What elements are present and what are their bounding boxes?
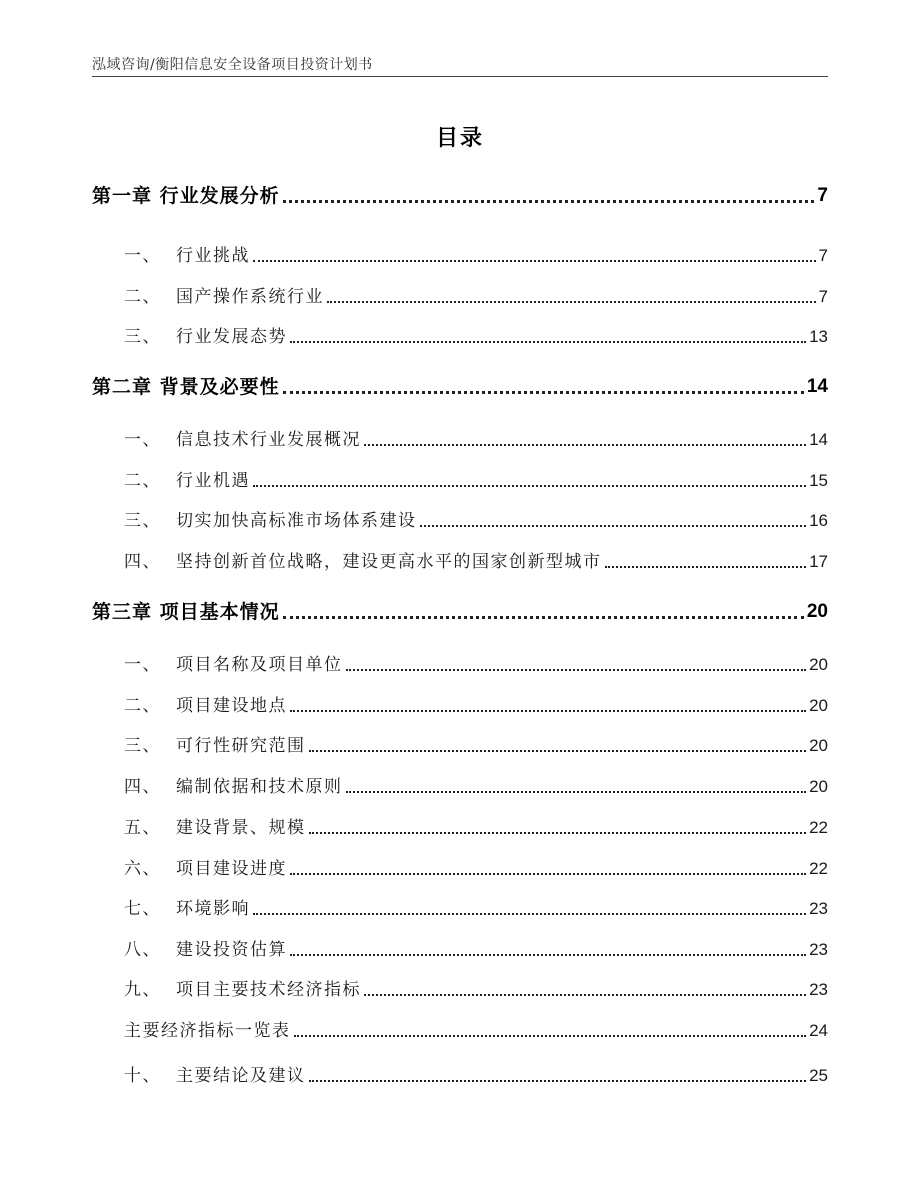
dot-leader xyxy=(309,832,807,834)
dot-leader xyxy=(253,485,806,487)
toc-page-number: 23 xyxy=(809,980,828,999)
toc-page-number: 23 xyxy=(809,940,828,959)
toc-entry-label xyxy=(124,286,324,308)
toc-entry-number: 一、 xyxy=(124,246,161,266)
toc-page-number: 7 xyxy=(818,246,828,265)
toc-entry-label xyxy=(124,245,250,267)
toc-entry-text: 项目主要技术经济指标 xyxy=(176,980,361,1000)
toc-entry-label xyxy=(124,695,287,717)
toc-entry-number: 七、 xyxy=(124,899,161,919)
toc-page-number: 14 xyxy=(806,376,828,397)
toc-entry-number: 五、 xyxy=(124,818,161,838)
toc-entry-label xyxy=(124,470,250,492)
toc-section-entry[interactable] xyxy=(92,687,828,717)
toc-entry-label xyxy=(124,510,417,532)
dot-leader xyxy=(605,566,807,568)
toc-section-entry[interactable] xyxy=(92,646,828,676)
toc-section-entry[interactable] xyxy=(92,809,828,839)
dot-leader xyxy=(290,341,806,343)
toc-page-number: 17 xyxy=(809,552,828,571)
dot-leader xyxy=(327,301,816,303)
toc-entry-label xyxy=(124,858,287,880)
toc-section-entry[interactable] xyxy=(92,1057,828,1087)
dot-leader xyxy=(294,1035,807,1037)
toc-entry-text: 切实加快高标准市场体系建设 xyxy=(176,511,417,531)
toc-entry-text: 信息技术行业发展概况 xyxy=(176,430,361,450)
toc-entry-label xyxy=(124,654,343,676)
toc-page-number: 22 xyxy=(809,859,828,878)
toc-entry-number: 十、 xyxy=(124,1066,161,1086)
toc-section-entry[interactable] xyxy=(92,727,828,757)
toc-entry-label xyxy=(124,898,250,920)
dot-leader xyxy=(346,791,807,793)
toc-section-entry[interactable] xyxy=(92,462,828,492)
toc-entry-text: 行业挑战 xyxy=(176,246,250,266)
dot-leader xyxy=(290,954,806,956)
toc-entry-number: 二、 xyxy=(124,696,161,716)
toc-page-number: 22 xyxy=(809,818,828,837)
toc-page-number: 24 xyxy=(809,1021,828,1040)
toc-entry-text: 第三章 项目基本情况 xyxy=(92,601,280,623)
toc-page-number: 14 xyxy=(809,430,828,449)
dot-leader xyxy=(290,710,806,712)
toc-page-number: 20 xyxy=(809,777,828,796)
toc-entry-number: 二、 xyxy=(124,471,161,491)
toc-section-entry[interactable] xyxy=(92,318,828,348)
toc-entry-number: 九、 xyxy=(124,980,161,1000)
toc-entry-text: 环境影响 xyxy=(176,899,250,919)
toc-section-entry[interactable] xyxy=(92,421,828,451)
toc-entry-text: 国产操作系统行业 xyxy=(176,287,324,307)
dot-leader xyxy=(364,444,806,446)
dot-leader xyxy=(309,750,807,752)
toc-entry-text: 编制依据和技术原则 xyxy=(176,777,343,797)
toc-entry-text: 行业机遇 xyxy=(176,471,250,491)
toc-entry-number: 二、 xyxy=(124,287,161,307)
toc-section-entry[interactable] xyxy=(92,502,828,532)
toc-page-number: 20 xyxy=(809,655,828,674)
toc-entry-label xyxy=(92,601,280,623)
dot-leader xyxy=(346,669,807,671)
toc-entry-number: 四、 xyxy=(124,552,161,572)
toc-entry-text: 行业发展态势 xyxy=(176,327,287,347)
toc-entry-text: 建设投资估算 xyxy=(176,940,287,960)
toc-entry-text: 可行性研究范围 xyxy=(176,736,306,756)
toc-section-entry[interactable] xyxy=(92,237,828,267)
toc-entry-label xyxy=(92,185,280,207)
toc-page-number: 7 xyxy=(817,185,828,206)
header-divider xyxy=(92,76,828,77)
toc-entry-label xyxy=(124,776,343,798)
toc-page-number: 13 xyxy=(809,327,828,346)
toc-page-number: 25 xyxy=(809,1066,828,1085)
toc-entry-text: 项目建设进度 xyxy=(176,859,287,879)
dot-leader xyxy=(283,200,815,203)
toc-entry-label xyxy=(124,817,306,839)
toc-section-entry[interactable] xyxy=(92,931,828,961)
toc-entry-label xyxy=(124,551,602,573)
toc-entry-label xyxy=(124,326,287,348)
toc-page-number: 15 xyxy=(809,471,828,490)
toc-entry-number: 四、 xyxy=(124,777,161,797)
dot-leader xyxy=(283,391,804,394)
toc-section-entry[interactable] xyxy=(92,971,828,1001)
toc-page-number: 23 xyxy=(809,899,828,918)
toc-section-entry[interactable] xyxy=(92,850,828,880)
toc-entry-number: 三、 xyxy=(124,327,161,347)
toc-entry-label xyxy=(124,1020,291,1042)
toc-title: 目录 xyxy=(435,126,484,151)
dot-leader xyxy=(290,873,806,875)
toc-entry-text: 主要结论及建议 xyxy=(176,1066,306,1086)
toc-entry-number: 一、 xyxy=(124,430,161,450)
toc-entry-label xyxy=(124,429,361,451)
dot-leader xyxy=(253,913,806,915)
toc-page-number: 20 xyxy=(809,736,828,755)
toc-section-entry[interactable] xyxy=(92,278,828,308)
toc-section-entry[interactable] xyxy=(92,543,828,573)
toc-page-number: 20 xyxy=(809,696,828,715)
toc-chapter-entry[interactable] xyxy=(92,593,828,623)
toc-section-entry[interactable] xyxy=(92,768,828,798)
toc-chapter-entry[interactable] xyxy=(92,177,828,207)
toc-entry-text: 坚持创新首位战略，建设更高水平的国家创新型城市 xyxy=(176,552,602,572)
toc-page-number: 7 xyxy=(818,287,828,306)
toc-section-entry[interactable] xyxy=(92,890,828,920)
toc-entry-number: 三、 xyxy=(124,736,161,756)
toc-entry-text: 主要经济指标一览表 xyxy=(124,1021,291,1041)
toc-entry-text: 项目名称及项目单位 xyxy=(176,655,343,675)
toc-section-entry[interactable] xyxy=(92,1012,828,1042)
dot-leader xyxy=(364,994,806,996)
toc-entry-label xyxy=(124,979,361,1001)
dot-leader xyxy=(253,260,816,262)
toc-entry-text: 第一章 行业发展分析 xyxy=(92,185,280,207)
toc-entry-text: 第二章 背景及必要性 xyxy=(92,376,280,398)
toc-entry-label xyxy=(124,1065,306,1087)
toc-chapter-entry[interactable] xyxy=(92,368,828,398)
toc-page-number: 16 xyxy=(809,511,828,530)
toc-entry-number: 六、 xyxy=(124,859,161,879)
running-header: 泓域咨询/衡阳信息安全设备项目投资计划书 xyxy=(92,57,373,73)
dot-leader xyxy=(309,1080,807,1082)
toc-entry-label xyxy=(92,376,280,398)
dot-leader xyxy=(420,525,807,527)
toc-entry-number: 三、 xyxy=(124,511,161,531)
dot-leader xyxy=(283,616,804,619)
toc-entry-text: 项目建设地点 xyxy=(176,696,287,716)
toc-entry-number: 一、 xyxy=(124,655,161,675)
toc-entry-text: 建设背景、规模 xyxy=(176,818,306,838)
toc-entry-label xyxy=(124,735,306,757)
toc-entry-number: 八、 xyxy=(124,940,161,960)
toc-page-number: 20 xyxy=(806,601,828,622)
toc-entry-label xyxy=(124,939,287,961)
